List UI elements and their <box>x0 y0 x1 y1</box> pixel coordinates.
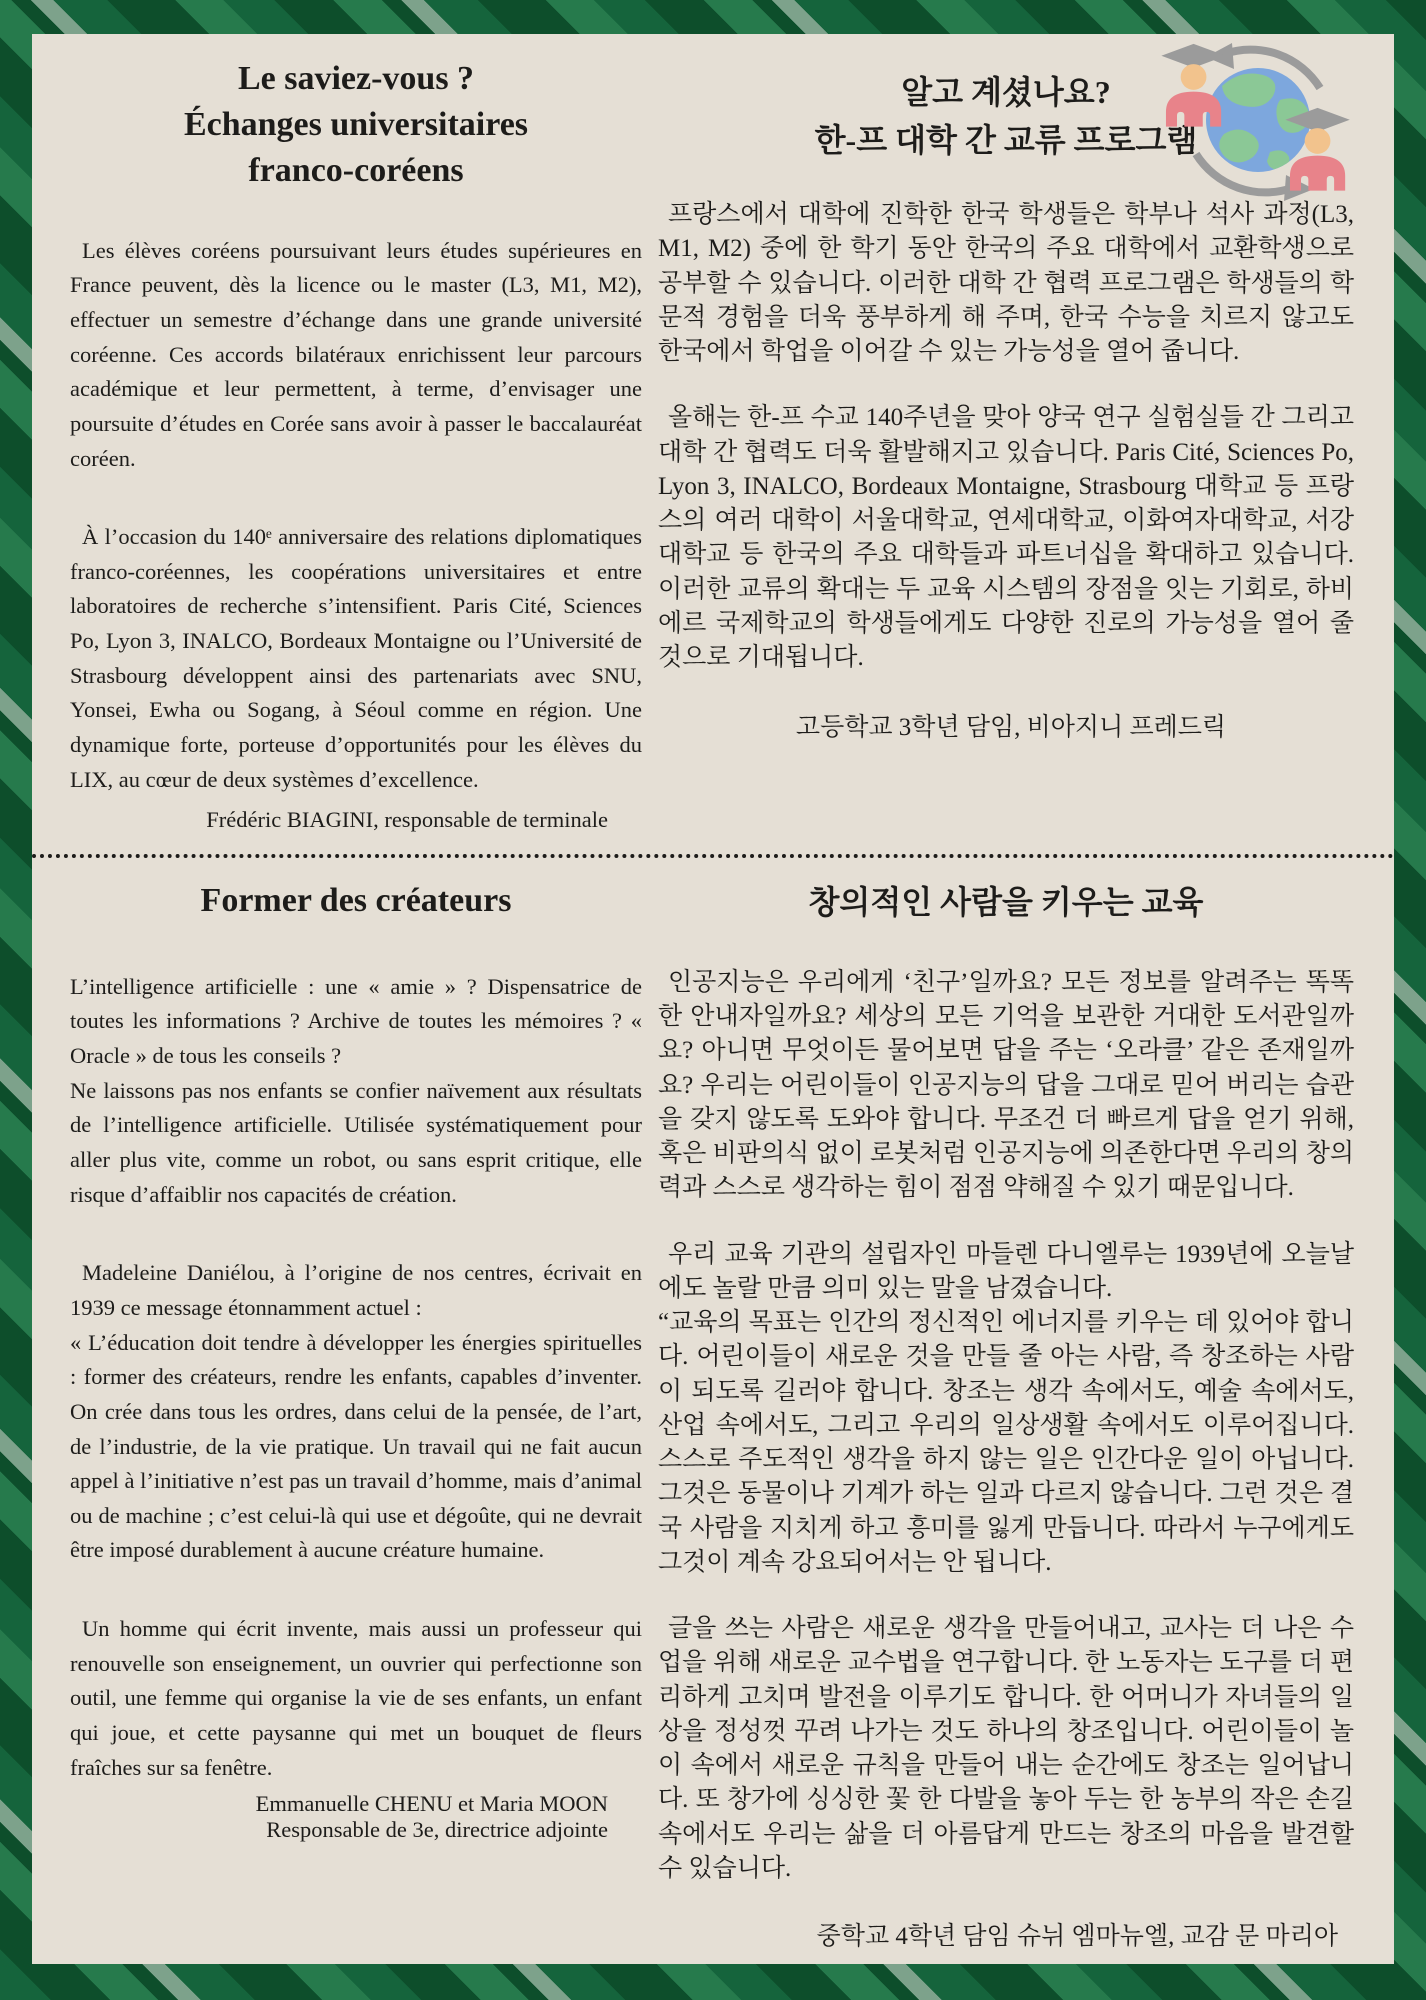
byline-fr-bottom <box>70 1791 642 1843</box>
title-line: franco-coréens <box>248 151 464 189</box>
article-title-fr-creators <box>70 878 642 924</box>
byline-line: Emmanuelle CHENU et Maria MOON <box>255 1791 608 1817</box>
dotted-divider <box>32 854 1394 858</box>
content-panel <box>32 34 1394 1964</box>
paragraph: Madeleine Daniélou, à l’origine de nos centres, écrivait en 1939 ce message étonnamment actuel : <box>70 1260 642 1320</box>
article-fr-exchanges <box>70 54 642 838</box>
title-line: Le saviez-vous ? <box>237 60 475 97</box>
paragraph: 프랑스에서 대학에 진학한 한국 학생들은 학부나 석사 과정(L3, M1, M2) 중에 한 학기 동안 한국의 주요 대학에서 교환학생으로 공부할 수 있습니다. 이러한 대학 간 협력 프로그램은 학생들의 학문적 경험을 더욱 풍부하게 해 주며, 한국 수능을 치르지 않고도 한국에서 학업을 이어갈 수 있는 가능성을 열어 줍니다. <box>658 201 1354 365</box>
title-line: 알고 계셨나요? <box>901 74 1111 110</box>
title-line: Échanges universitaires <box>183 105 529 143</box>
article-title-fr-exchanges <box>70 56 642 194</box>
paragraph: “교육의 목표는 인간의 정신적인 에너지를 키우는 데 있어야 합니다. 어린이들이 새로운 것을 만들 줄 아는 사람, 즉 창조하는 사람이 되도록 길러야 합니다. 창조는 생각 속에서도, 예술 속에서도, 산업 속에서도, 그리고 우리의 일상생활 속에서도 이루어집니다. 스스로 주도적인 생각을 하지 않는 일은 인간다운 일이 아닙니다. 그것은 동물이나 기계가 하는 일과 다르지 않습니다. 그런 것은 결국 사람을 지치게 하고 흥미를 잃게 만듭니다. 따라서 누구에게도 그것이 계속 강요되어서는 안 됩니다. <box>658 1309 1354 1576</box>
article-fr-creators <box>70 876 642 1955</box>
paragraph: « L’éducation doit tendre à développer les énergies spirituelles : former des créateurs, rendre les enfants, capables d’inventer. On crée dans tous les ordres, dans celui de la pensée, de l’art, de l’industrie, de la vie pratique. Un travail qui ne fait aucun appel à l’initiative n’est pas un travail d’homme, mais d’animal ou de machine ; c’est celui-là qui use et dégoûte, qui ne devrait être imposé durablement à aucune créature humaine. <box>70 1329 642 1563</box>
byline-ko-bottom: 중학교 4학년 담임 슈뉘 엠마뉴엘, 교감 문 마리아 <box>816 1923 1338 1951</box>
article-ko-creators <box>658 876 1354 1955</box>
paragraph: 인공지능은 우리에게 ‘친구’일까요? 모든 정보를 알려주는 똑똑한 안내자일까요? 세상의 모든 기억을 보관한 거대한 도서관일까요? 아니면 무엇이든 물어보면 답을 주는 ‘오라클’ 같은 존재일까요? 우리는 어린이들이 인공지능의 답을 그대로 믿어 버리는 습관을 갖지 않도록 도와야 합니다. 무조건 더 빠르게 답을 얻기 위해, 혹은 비판의식 없이 로봇처럼 인공지능에 의존한다면 우리의 창의력과 스스로 생각하는 힘이 점점 약해질 수 있기 때문입니다. <box>658 968 1354 1202</box>
article-ko-exchanges <box>658 54 1354 838</box>
byline-fr-top: Frédéric BIAGINI, responsable de terminale <box>206 807 608 833</box>
article-title-ko-creators <box>658 878 1354 926</box>
paragraph: 올해는 한-프 수교 140주년을 맞아 양국 연구 실험실들 간 그리고 대학 간 협력도 더욱 활발해지고 있습니다. Paris Cité, Sciences Po, Lyon 3, INALCO, Bordeaux Montaigne, Strasbourg 대학교 등 프랑스의 여러 대학이 서울대학교, 연세대학교, 이화여자대학교, 서강대학교 등 한국의 주요 대학들과 파트너십을 확대하고 있습니다. 이러한 교류의 확대는 두 교육 시스템의 장점을 잇는 기회로, 하비에르 국제학교의 학생들에게도 다양한 진로의 가능성을 열어 줄 것으로 기대됩니다. <box>658 404 1354 671</box>
paragraph: Les élèves coréens poursuivant leurs études supérieures en France peuvent, dès la licence ou le master (L3, M1, M2), effectuer un semestre d’échange dans une grande université coréenne. Ces accords bilatéraux enrichissent leur parcours académique et leur permettent, à terme, d’envisager une poursuite d’études en Corée sans avoir à passer le baccalauréat coréen. <box>70 237 642 471</box>
title-line: Former des créateurs <box>200 881 512 919</box>
globe-exchange-icon <box>1152 42 1366 202</box>
title-line: 창의적인 사람을 키우는 교육 <box>808 883 1204 920</box>
paragraph: L’intelligence artificielle : une « amie » ? Dispensatrice de toutes les informations ? Archive de toutes les mémoires ? « Oracle » de tous les conseils ? <box>70 973 642 1069</box>
byline-line: Responsable de 3e, directrice adjointe <box>266 1817 608 1843</box>
byline-ko-top: 고등학교 3학년 담임, 비아지니 프레드릭 <box>795 714 1227 742</box>
paragraph: Ne laissons pas nos enfants se confier naïvement aux résultats de l’intelligence artificielle. Utilisée systématiquement pour aller plus vite, comme un robot, ou sans esprit critique, elle risque d’affaiblir nos capacités de création. <box>70 1077 642 1207</box>
paragraph: Un homme qui écrit invente, mais aussi un professeur qui renouvelle son enseignement, un ouvrier qui perfectionne son outil, une femme qui organise la vie de ses enfants, un enfant qui joue, et cette paysanne qui met un bouquet de fleurs fraîches sur sa fenêtre. <box>70 1616 642 1780</box>
title-line: 한-프 대학 간 교류 프로그램 <box>814 122 1198 158</box>
bottom-row <box>70 876 1354 1955</box>
paragraph: 우리 교육 기관의 설립자인 마들렌 다니엘루는 1939년에 오늘날에도 놀랄 만큼 의미 있는 말을 남겼습니다. <box>658 1240 1354 1302</box>
paragraph: À l’occasion du 140ᵉ anniversaire des relations diplomatiques franco-coréennes, les coopérations universitaires et entre laboratoires de recherche s’intensifient. Paris Cité, Sciences Po, Lyon 3, INALCO, Bordeaux Montaigne ou l’Université de Strasbourg développent ainsi des partenariats avec SNU, Yonsei, Ewha ou Sogang, à Séoul comme en région. Une dynamique forte, porteuse d’opportunités pour les élèves du LIX, au cœur de deux systèmes d’excellence. <box>70 524 642 792</box>
paragraph: 글을 쓰는 사람은 새로운 생각을 만들어내고, 교사는 더 나은 수업을 위해 새로운 교수법을 연구합니다. 한 노동자는 도구를 더 편리하게 고치며 발전을 이루기도 합니다. 한 어머니가 자녀들의 일상을 정성껏 꾸려 나가는 것도 하나의 창조입니다. 어린이들이 놀이 속에서 새로운 규칙을 만들어 내는 순간에도 창조는 일어납니다. 또 창가에 싱싱한 꽃 한 다발을 놓아 두는 한 농부의 작은 손길 속에서도 우리는 삶을 더 아름답게 만드는 창조의 마음을 발견할 수 있습니다. <box>658 1615 1354 1882</box>
top-row <box>70 54 1354 838</box>
